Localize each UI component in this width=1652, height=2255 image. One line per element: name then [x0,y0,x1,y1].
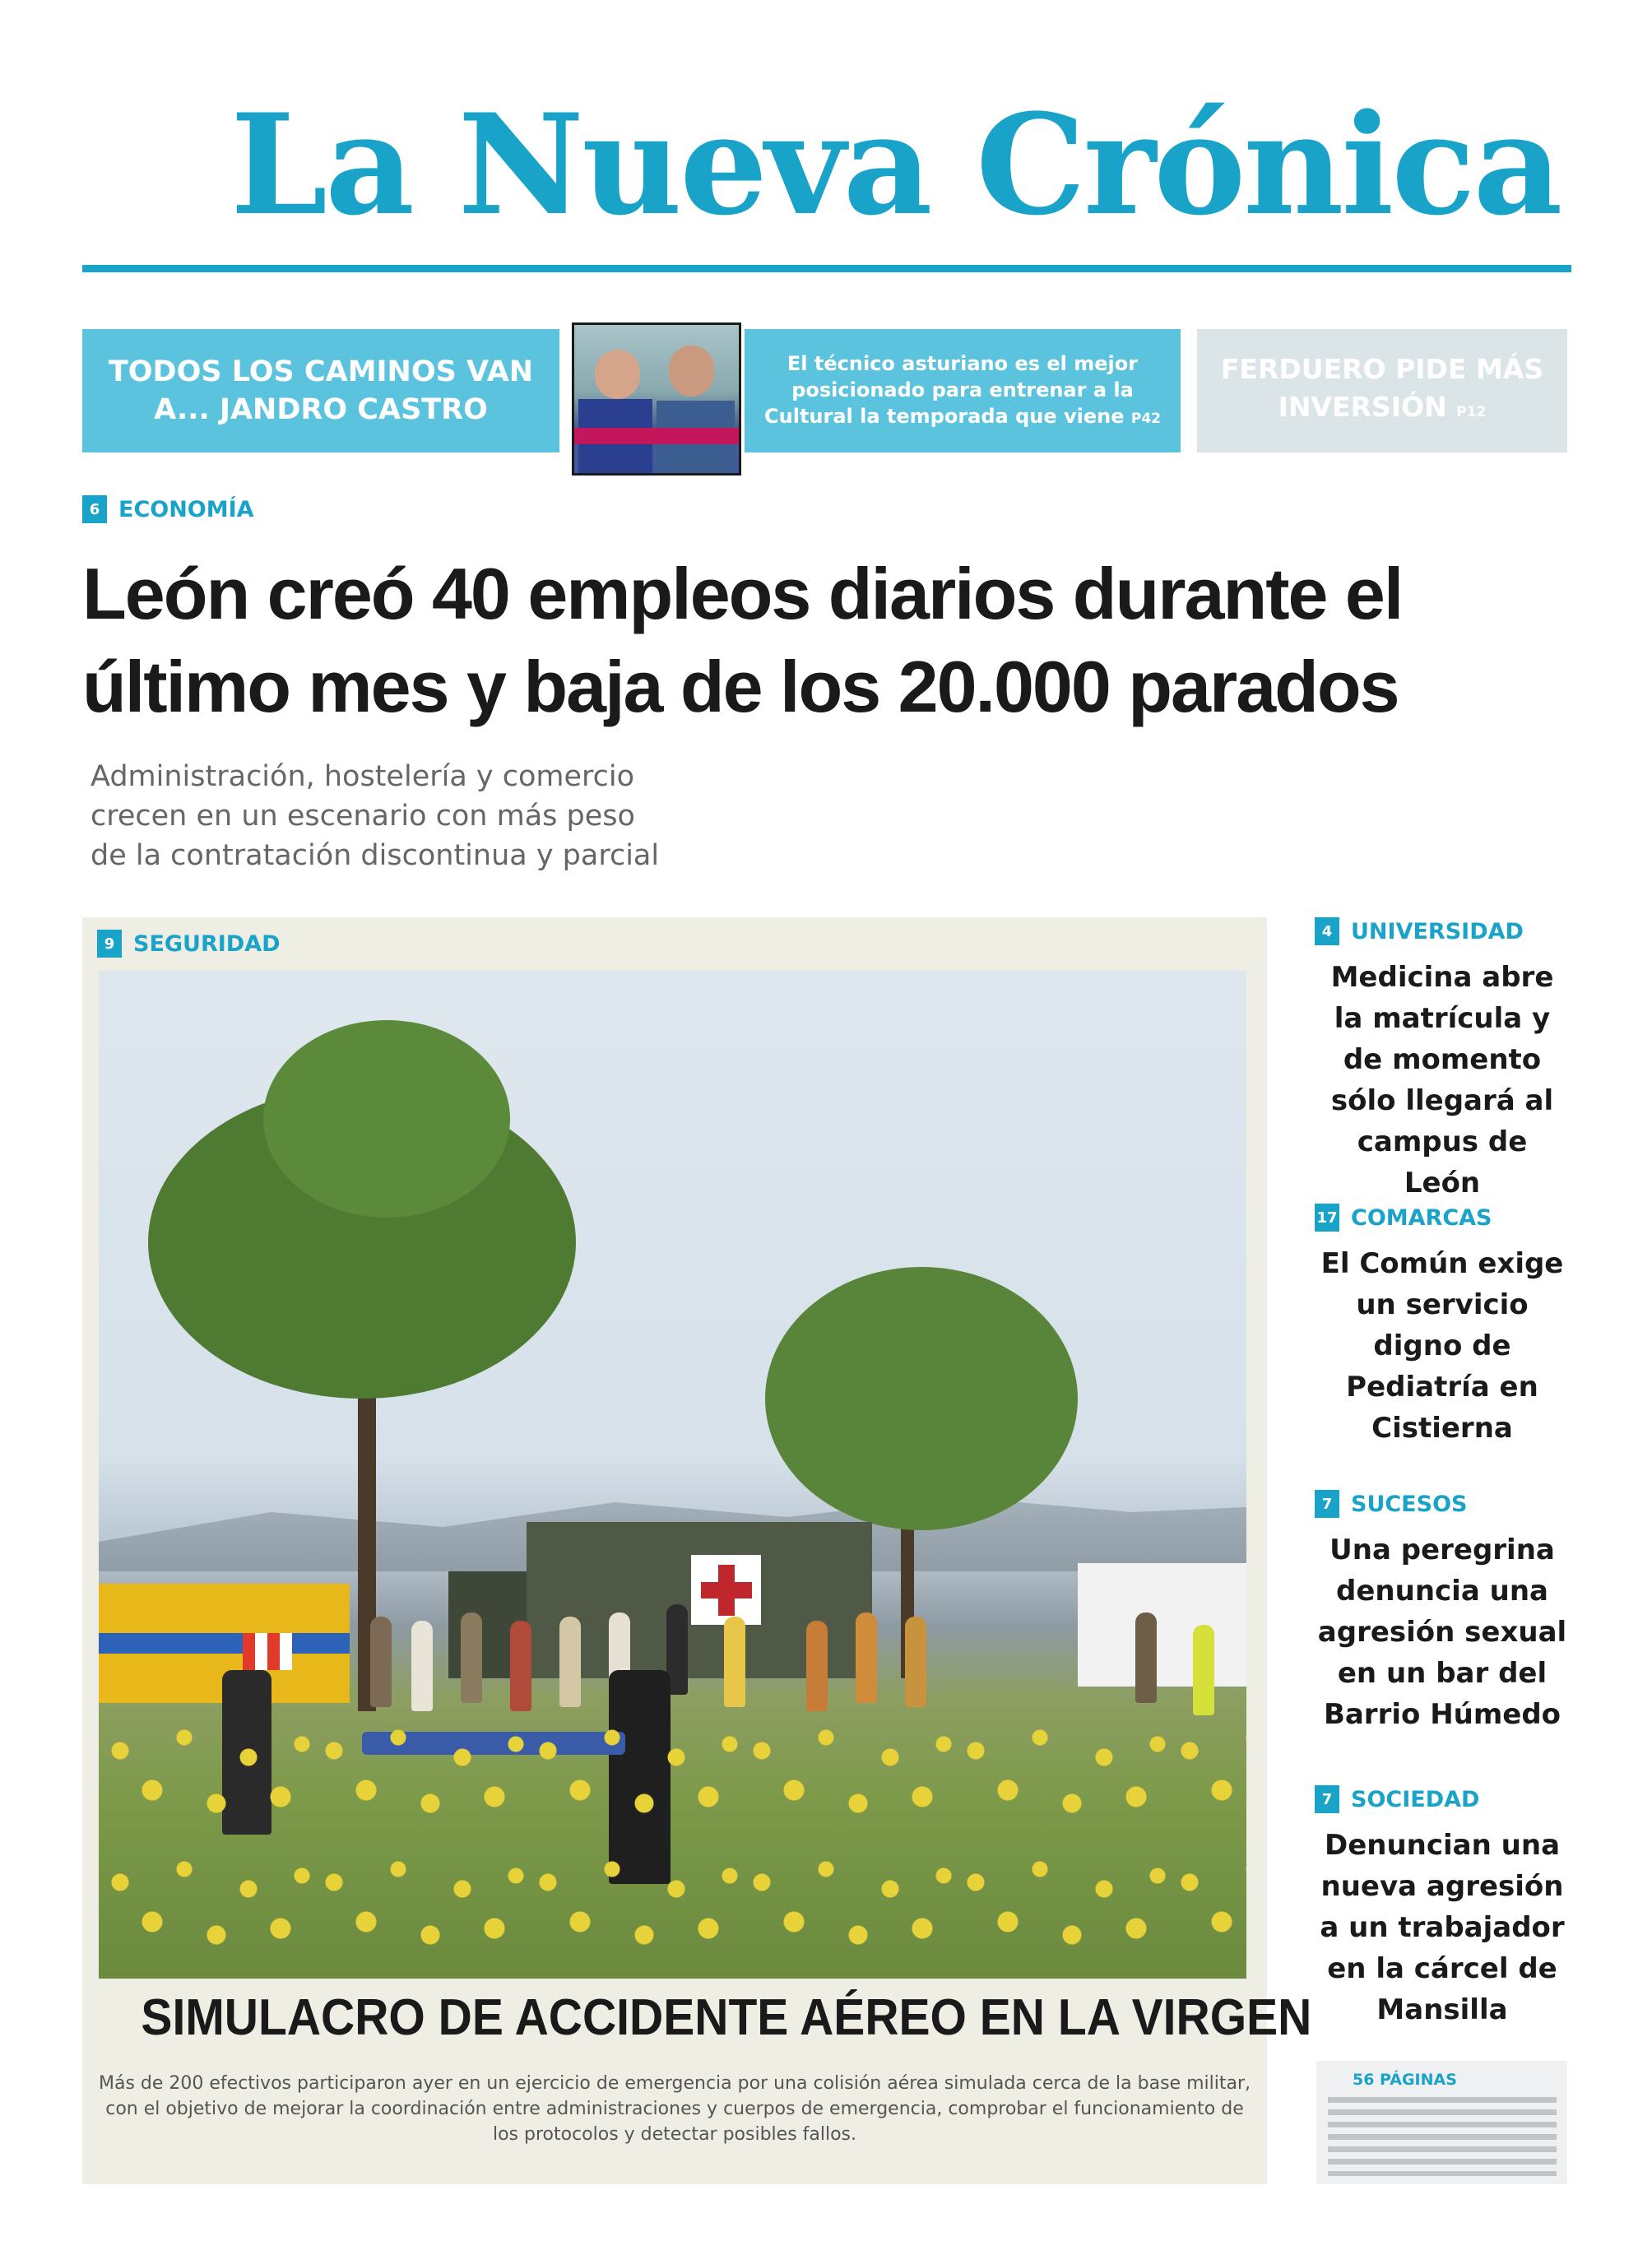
promo-cultural[interactable] [745,329,1181,452]
section-page-number: 6 [82,495,107,523]
promo-jandro-castro-text: TODOS LOS CAMINOS VAN A... JANDRO CASTRO [108,355,534,426]
lead-headline[interactable] [82,547,1571,733]
lead-body-column [1144,757,1348,872]
photo-credit [85,1843,96,1966]
lead-headline-line2: último mes y baja de los 20.000 parados [82,646,1399,727]
lead-body-columns [695,757,1571,872]
sidebar-headline: Medicina abre la matrícula y de momento sólo llegará al campus de León [1330,961,1554,1199]
section-label: ECONOMÍA [118,496,254,522]
section-label: COMARCAS [1351,1204,1492,1231]
sidebar-item-comarcas[interactable] [1315,1204,1570,1449]
promo-cultural-text: El técnico asturiano es el mejor posicionado para entrenar a la Cultural la temporada que viene [764,351,1139,428]
section-tag-economia[interactable] [82,495,254,523]
promo-ferduero-page: P12 [1456,404,1487,420]
sidebar-item-sociedad[interactable] [1315,1785,1570,2030]
section-page-number: 9 [97,930,122,958]
pages-index-box [1316,2061,1567,2184]
sidebar-item-universidad[interactable] [1315,917,1570,1204]
photo-story-body: Más de 200 efectivos participaron ayer en un ejercicio de emergencia por una colisión aérea simulada cerca de la base militar, con el objetivo de mejorar la coordinación entre administraciones y cuerpos de emergencia, comprobar el funcionamiento de los protocolos y detectar posibles fallos. [99,2073,1251,2145]
section-label: SUCESOS [1351,1491,1468,1517]
photo-story-headline[interactable]: SIMULACRO DE ACCIDENTE AÉREO EN LA VIRGEN [141,1989,1312,2046]
lead-headline-line1: León creó 40 empleos diarios durante el [82,553,1403,634]
pages-index-title: 56 PÁGINAS [1353,2071,1457,2089]
sidebar-headline: Denuncian una nueva agresión a un trabajador en la cárcel de Mansilla [1320,1829,1565,2026]
masthead-sub-meta [82,281,1571,298]
masthead-meta [82,240,1571,258]
lead-body-column [695,757,899,872]
promo-cultural-page: P42 [1130,410,1161,427]
promo-ferduero-text: FERDUERO PIDE MÁS INVERSIÓN [1220,353,1544,423]
lead-body-column [1368,757,1572,872]
section-tag-seguridad[interactable] [97,930,281,958]
pages-index-list [1328,2097,1557,2176]
section-label: SEGURIDAD [133,930,281,957]
section-page-number: 17 [1315,1204,1339,1232]
masthead-title: La Nueva Crónica [230,83,1561,246]
drill-photo[interactable] [99,971,1246,1979]
section-label: UNIVERSIDAD [1351,918,1524,944]
section-label: SOCIEDAD [1351,1786,1480,1812]
sidebar-headline: Una peregrina denuncia una agresión sexual en un bar del Barrio Húmedo [1317,1533,1567,1731]
lead-subhead: Administración, hostelería y comercio crecen en un escenario con más peso de la contratación discontinua y parcial [90,760,660,872]
sidebar-item-sucesos[interactable] [1315,1490,1570,1735]
promo-jandro-castro[interactable] [82,329,559,452]
lead-body-column [920,757,1124,872]
section-page-number: 7 [1315,1785,1339,1813]
section-page-number: 4 [1315,917,1339,945]
section-page-number: 7 [1315,1490,1339,1518]
promo-ferduero[interactable] [1197,329,1567,452]
masthead-rule [82,265,1571,272]
promo-photo [572,322,741,476]
sidebar-headline: El Común exige un servicio digno de Pediatría en Cistierna [1320,1247,1564,1445]
